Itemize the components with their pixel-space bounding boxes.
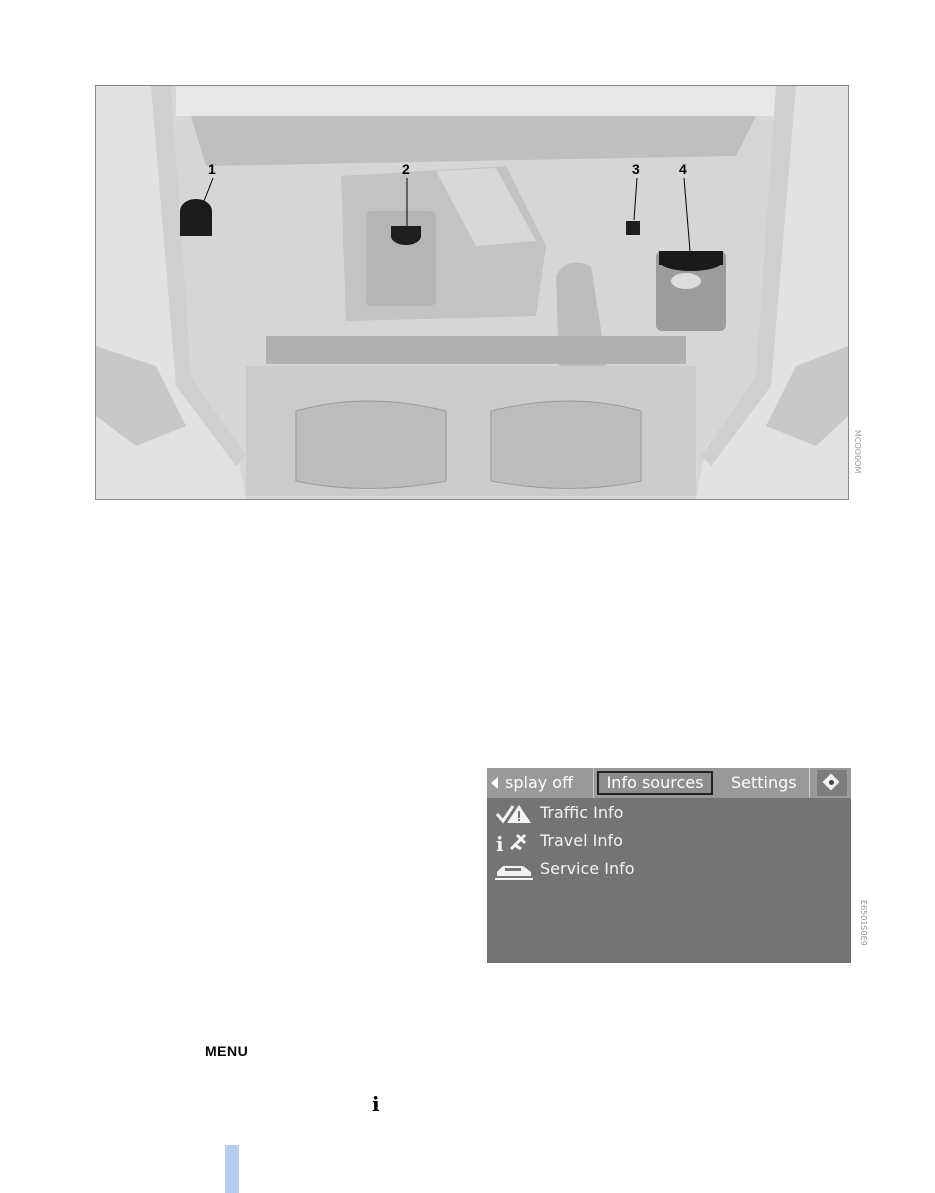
list-item-service-info[interactable] (487, 856, 851, 884)
traffic-warning-icon (495, 803, 535, 825)
callout-2: 2 (402, 161, 410, 177)
engine-compartment-illustration (95, 85, 849, 500)
tab-info-sources[interactable]: Info sources (597, 771, 713, 795)
travel-info-icon (495, 831, 535, 853)
page-tab-marker (225, 1145, 239, 1193)
info-sources-list (487, 800, 851, 884)
control-display (487, 768, 851, 963)
list-item-label: Travel Info (540, 831, 623, 850)
list-item-label: Traffic Info (540, 803, 624, 822)
list-item-label: Service Info (540, 859, 635, 878)
menu-button-symbol: MENU (205, 1043, 249, 1059)
tab-settings[interactable]: Settings (731, 773, 797, 792)
callout-4: 4 (679, 161, 687, 177)
callout-1: 1 (208, 161, 216, 177)
display-figure-code: E6501S0E9 (859, 900, 868, 946)
display-menubar (487, 768, 851, 798)
car-service-icon (495, 859, 535, 881)
svg-text:i: i (496, 832, 504, 853)
callout-3: 3 (632, 161, 640, 177)
tab-display-off[interactable]: splay off (505, 773, 574, 792)
divider (809, 768, 810, 798)
list-item-traffic-info[interactable] (487, 800, 851, 828)
divider (593, 768, 594, 798)
info-button-symbol: i (372, 1092, 380, 1116)
scroll-left-arrow-icon[interactable] (491, 777, 498, 789)
engine-figure-code: MCOO0OM (853, 430, 862, 474)
list-item-travel-info[interactable] (487, 828, 851, 856)
controller-icon (817, 770, 847, 796)
